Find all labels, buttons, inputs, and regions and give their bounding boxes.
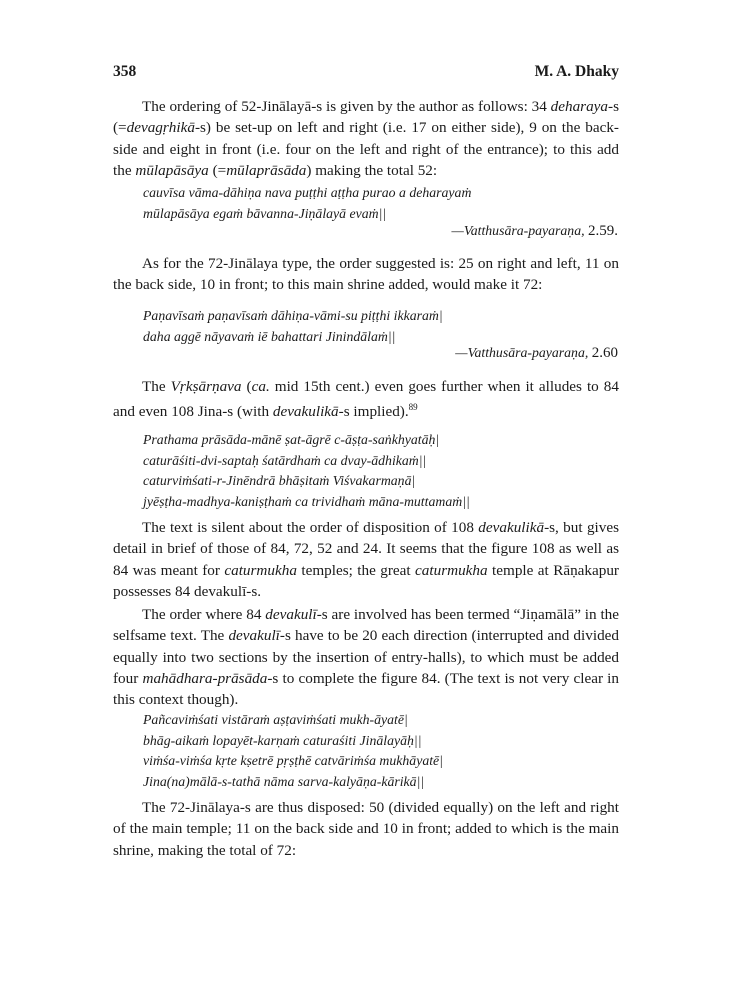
page-number: 358 bbox=[113, 63, 137, 80]
verse-line: Paṇavīsaṁ paṇavīsaṁ dāhiṇa-vāmi-su piṭṭhi ikkaraṁ| bbox=[143, 308, 443, 323]
paragraph-72-disposition: The 72-Jinālaya-s are thus disposed: 50 (divided equally) on the left and right of the main temple; 11 on the back side and 10 in front; added to which is the main shrine, making the total of 72: bbox=[113, 799, 619, 859]
verse-line: Prathama prāsāda-mānē ṣat-āgrē c-āṣṭa-saṅkhyatāḥ| bbox=[143, 432, 440, 447]
paragraph-jinamala: The order where 84 devakulī-s are involved has been termed “Jiṇamālā” in the selfsame text. The devakulī-s have to be 20 each direction (interrupted and divided equally into two sections by the insertion of entry-halls), to which must be added four mahādhara-prāsāda-s to complete the figure 84. (The text is not very clear in this context though). bbox=[113, 606, 619, 709]
verse-line: bhāg-aikaṁ lopayēt-karṇaṁ caturaśiti Jinālayāḥ|| bbox=[143, 732, 422, 748]
verse-line: jyēṣṭha-madhya-kaniṣṭhaṁ ca trividhaṁ māna-muttamaṁ|| bbox=[143, 493, 470, 509]
paragraph-72-jinalaya: As for the 72-Jinālaya type, the order suggested is: 25 on right and left, 11 on the back side, 10 in front; to this main shrine added, would make it 72: bbox=[113, 255, 619, 294]
verse-line: daha aggē nāyavaṁ iē bahattari Jinindālaṁ|| bbox=[143, 328, 396, 344]
verse-line: Pañcaviṁśati vistāraṁ aṣṭaviṁśati mukh-āyatē| bbox=[143, 712, 408, 727]
paragraph-108-devakulika: The text is silent about the order of disposition of 108 devakulikā-s, but gives detail in brief of those of 84, 72, 52 and 24. It seems that the figure 108 as well as 84 was meant for caturmukha temples; the great caturmukha temple at Rāṇakapur possesses 84 devakulī-s. bbox=[113, 519, 619, 600]
paragraph-vrksarnava: The Vṛkṣārṇava (ca. mid 15th cent.) even goes further when it alludes to 84 and even 108 Jina-s (with devakulikā-s implied).$^{89}$ bbox=[113, 378, 619, 421]
verse-block-1 bbox=[143, 183, 613, 224]
footnote-ref: 89 bbox=[408, 402, 418, 413]
verse-line: caturviṁśati-r-Jinēndrā bhāṣitaṁ Viśvakarmaṇā| bbox=[143, 473, 416, 489]
verse-line: caturāśiti-dvi-saptaḥ śatārdhaṁ ca dvay-ādhikaṁ|| bbox=[143, 452, 427, 468]
running-author: M. A. Dhaky bbox=[534, 63, 619, 80]
running-header bbox=[113, 63, 619, 85]
verse-line: mūlapāsāya egaṁ bāvanna-Jiṇālayā evaṁ|| bbox=[143, 205, 387, 221]
verse-block-3 bbox=[143, 430, 613, 512]
verse-line: viṁśa-viṁśa kṛte kṣetrē pṛṣṭhē catvāriṁśa mukhāyatē| bbox=[143, 753, 443, 769]
verse-line: cauvīsa vāma-dāhiṇa nava puṭṭhi aṭṭha purao a deharayaṁ bbox=[143, 185, 472, 200]
citation-1: —Vatthusāra-payaraṇa, 2.59. bbox=[451, 223, 618, 239]
verse-block-4 bbox=[143, 710, 613, 792]
citation-2: —Vatthusāra-payaraṇa, 2.60 bbox=[455, 345, 618, 361]
paragraph-52-jinalaya: The ordering of 52-Jinālayā-s is given by the author as follows: 34 deharaya-s (=devagṛhikā-s) be set-up on left and right (i.e. 17 on either side), 9 on the back-side and eight in front (i.e. four on the left and right of the entrance); to this add the mūlapāsāya (=mūlaprāsāda) making the total 52: bbox=[113, 98, 619, 179]
verse-block-2 bbox=[143, 306, 613, 347]
verse-line: Jina(na)mālā-s-tathā nāma sarva-kalyāṇa-kārikā|| bbox=[143, 773, 425, 789]
